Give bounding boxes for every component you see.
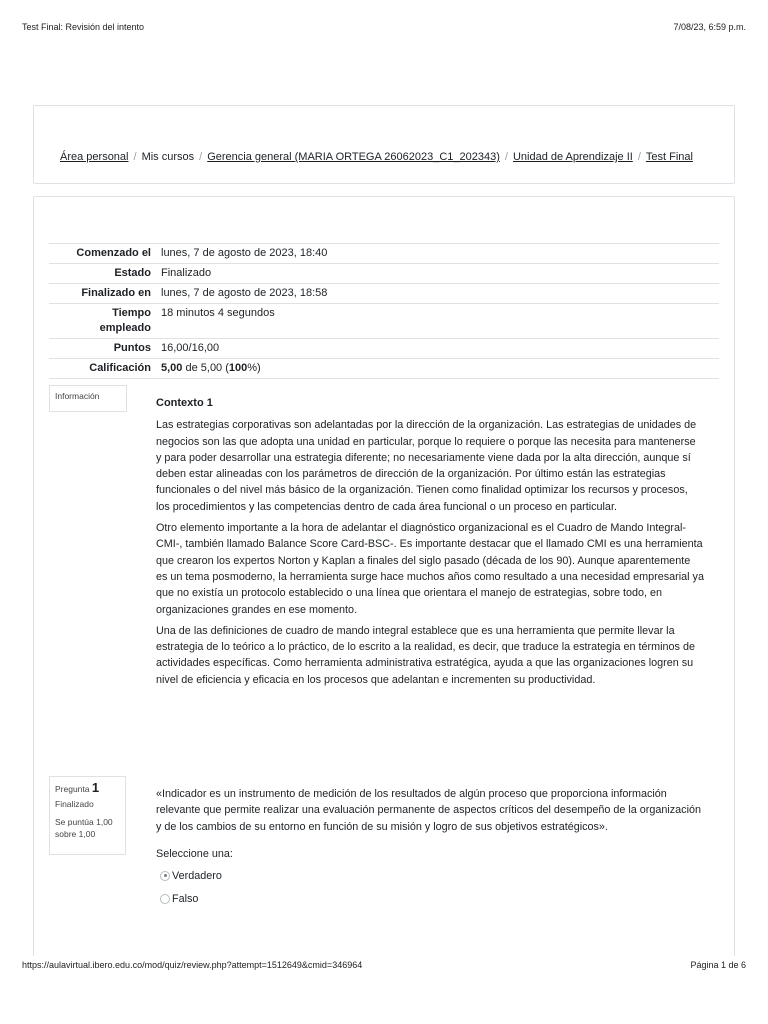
breadcrumb-card: [33, 105, 735, 184]
summary-label: Calificación: [89, 362, 151, 374]
summary-value: Finalizado: [161, 267, 212, 279]
summary-value: 16,00/16,00: [161, 342, 220, 354]
summary-label: Estado: [114, 267, 151, 279]
summary-value: 18 minutos 4 segundos: [161, 307, 275, 319]
question-text: «Indicador es un instrumento de medición de los resultados de algún proceso que proporciona información relevante que permite realizar una evaluación permanente de aspectos críticos del desempeño de la organización y de los cambios de su entorno en función de su misión y logro de sus objetivos estratégicos».: [156, 788, 701, 833]
grade-score: 5,00: [161, 362, 183, 374]
summary-label-line: empleado: [99, 322, 151, 334]
summary-value: lunes, 7 de agosto de 2023, 18:58: [161, 287, 328, 299]
context-heading: Contexto 1: [156, 397, 213, 409]
grade-of: de 5,00 (: [182, 362, 229, 374]
grade-percent: 100: [228, 362, 248, 374]
print-url: https://aulavirtual.ibero.edu.co/mod/quiz/review.php?attempt=1512649&cmid=346964: [22, 960, 363, 970]
breadcrumb-unit[interactable]: Unidad de Aprendizaje II: [512, 151, 633, 163]
answer-options: [156, 864, 704, 910]
answer-prompt: Seleccione una:: [156, 847, 233, 860]
breadcrumb-separator: /: [637, 151, 641, 163]
answer-label: Falso: [172, 892, 199, 905]
question-number-line: [55, 782, 120, 795]
question-label: Pregunta: [55, 784, 90, 794]
summary-label: [49, 304, 157, 339]
context-paragraph: Las estrategias corporativas son adelantadas por la dirección de la organización. Las estrategias de unidades de negocios son las que adopta una unidad en particular, porque lo requiere o porque las necesita para mantenerse y para poder desarrollar una estrategia diferente; no necesariamente viene dada por la alta dirección, aunque sí deben estar alineadas con los parámetros de dirección de la organización. Por último están las estrategias funcionales o del nivel más básico de la organización. Tienen como finalidad optimizar los recursos y procesos, los procedimientos y las competencias dentro de cada área funcional o un proceso en particular.: [156, 419, 697, 513]
attempt-summary-table: [49, 243, 719, 379]
print-datetime: 7/08/23, 6:59 p.m.: [673, 22, 746, 32]
context-paragraph: Una de las definiciones de cuadro de mando integral establece que es una herramienta que permite llevar la estrategia de lo teórico a lo práctico, de lo escrito a la realidad, es decir, que traduce la estrategia en términos de actividades específicas. Como herramienta administrativa estratégica, ayuda a que las organizaciones logren su nivel de eficiencia y eficacia en los procesos que adelantan e incrementen su productividad.: [156, 624, 695, 686]
summary-value: [157, 359, 719, 379]
print-header: [22, 22, 746, 36]
answer-label: Verdadero: [172, 869, 222, 882]
summary-row-grade: [49, 359, 719, 379]
radio-unselected-icon[interactable]: [160, 894, 170, 904]
breadcrumb-course[interactable]: Gerencia general (MARIA ORTEGA 26062023_C1_202343): [207, 151, 500, 163]
context-paragraph: Otro elemento importante a la hora de adelantar el diagnóstico organizacional es el Cuadro de Mando Integral-CMI-, también llamado Balance Score Card-BSC-. Es importante destacar que el llamado CMI es una herramienta que crearon los expertos Norton y Kaplan a finales del siglo pasado (década de los 90). Aunque aparentemente es un tema posmoderno, la herramienta surge hace muchos años como resultado a una necesidad empresarial ya que no existía un protocolo establecido o una línea que orientara el manejo de estrategias, sobre todo, en organizaciones grandes en ese momento.: [156, 522, 704, 616]
breadcrumb-separator: /: [133, 151, 137, 163]
radio-selected-icon[interactable]: [160, 871, 170, 881]
summary-label-line: Tiempo: [112, 307, 151, 319]
question-number: 1: [91, 780, 100, 795]
summary-row-state: [49, 264, 719, 284]
summary-label: Comenzado el: [76, 247, 151, 259]
breadcrumb-test-final[interactable]: Test Final: [645, 151, 693, 163]
info-label: Información: [55, 391, 100, 401]
summary-row-time: [49, 304, 719, 339]
breadcrumb-separator: /: [504, 151, 508, 163]
summary-label: Finalizado en: [81, 287, 151, 299]
print-footer: [22, 960, 746, 974]
summary-value: lunes, 7 de agosto de 2023, 18:40: [161, 247, 328, 259]
answer-option-falso[interactable]: [156, 887, 704, 910]
context-text: [156, 395, 704, 693]
breadcrumb-mis-cursos: Mis cursos: [141, 151, 195, 163]
question-info-box: [49, 776, 126, 855]
summary-row-points: [49, 339, 719, 359]
breadcrumb-separator: /: [199, 151, 203, 163]
print-page-title: Test Final: Revisión del intento: [22, 22, 145, 32]
question-grade: Se puntúa 1,00 sobre 1,00: [55, 817, 113, 839]
print-page-number: Página 1 de 6: [690, 960, 746, 970]
breadcrumb: [60, 151, 693, 163]
summary-label: Puntos: [113, 342, 151, 354]
grade-end: %): [247, 362, 261, 374]
info-label-box: [49, 385, 127, 412]
summary-row-finished: [49, 284, 719, 304]
summary-row-started: [49, 244, 719, 264]
question-state: Finalizado: [55, 799, 94, 809]
question-content: [156, 786, 704, 910]
breadcrumb-area-personal[interactable]: Área personal: [60, 151, 129, 163]
answer-option-verdadero[interactable]: [156, 864, 704, 887]
